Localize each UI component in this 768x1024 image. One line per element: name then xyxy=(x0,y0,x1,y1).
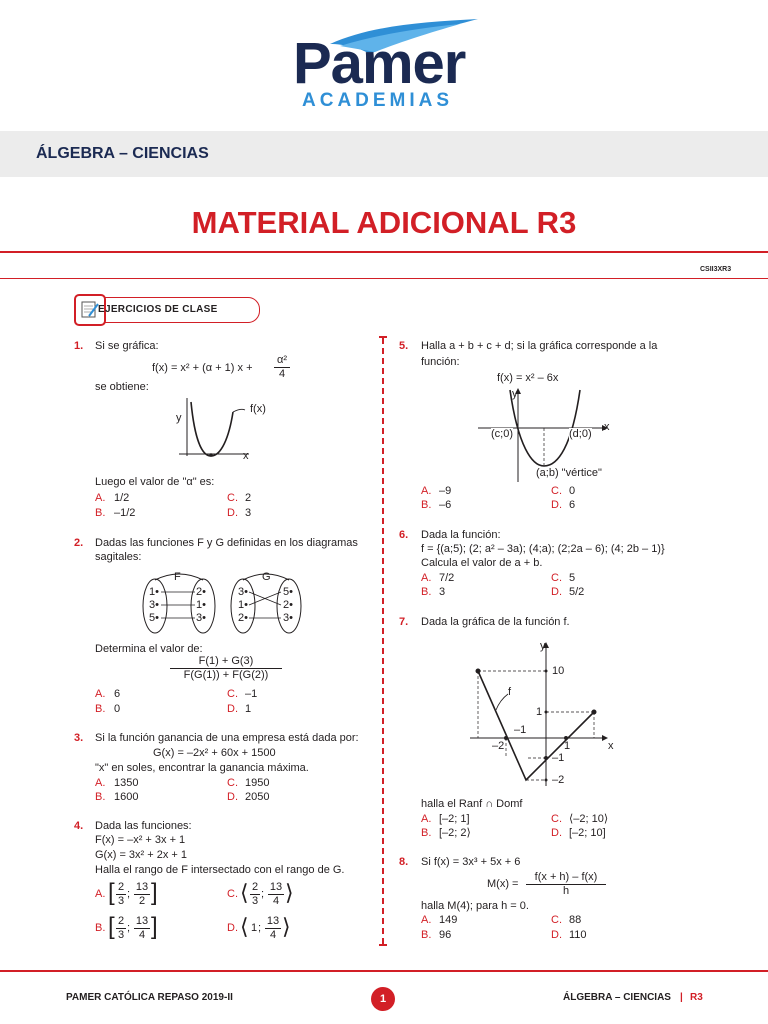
q4-option-b-frac-2: $\frac{13}{4}$ xyxy=(135,915,149,941)
q4-option-b-close: ] xyxy=(151,913,158,940)
q5-formula: f(x) = x² – 6x xyxy=(497,372,559,384)
q2-fraction: $\frac{F(1) + G(3)}{F(G(1)) + F(G(2))}$ xyxy=(170,655,282,682)
q5-fig-vertex: (a;b) "vértice" xyxy=(536,467,602,479)
q2-text-1: Dadas las funciones F y G definidas en los diagramas xyxy=(95,537,358,549)
q5-option-a: –9 xyxy=(439,485,452,497)
q6-option-a-label: A. xyxy=(421,572,432,584)
q2-option-d-label: D. xyxy=(227,703,238,715)
q1-fraction: $\frac{\text{α²}}{4}$ xyxy=(274,354,290,381)
q5-text-1: Halla a + b + c + d; si la gráfica corresponde a la xyxy=(421,340,658,352)
q3-option-c: 1950 xyxy=(245,777,270,789)
q6-option-c: 5 xyxy=(569,572,576,584)
q7-fig-x-1: 1 xyxy=(564,740,571,752)
q8-text-1: Si f(x) = 3x³ + 5x + 6 xyxy=(421,856,521,868)
q7-number: 7. xyxy=(399,616,409,628)
q7-fig-tick-m1: –1 xyxy=(514,724,527,736)
q2-f-right-3: 3• xyxy=(196,612,206,624)
q4-option-a-frac-1: $\frac{2}{3}$ xyxy=(117,881,125,907)
q4-option-d-frac-2: $\frac{13}{4}$ xyxy=(266,915,280,941)
q7-option-a-label: A. xyxy=(421,813,432,825)
q5-option-c: 0 xyxy=(569,485,576,497)
q2-option-b-label: B. xyxy=(95,703,106,715)
q8-option-d-label: D. xyxy=(551,929,562,941)
q2-question: Determina el valor de: xyxy=(95,643,203,655)
q1-option-a: 1/2 xyxy=(114,492,130,504)
q7-option-c-label: C. xyxy=(551,813,562,825)
q4-option-d-label: D. xyxy=(227,922,238,934)
q3-option-b-label: B. xyxy=(95,791,106,803)
q5-fig-d: (d;0) xyxy=(569,428,592,440)
q4-option-c-open: ⟨ xyxy=(240,880,249,905)
q8-option-c: 88 xyxy=(569,914,582,926)
q2-g-label: G xyxy=(262,571,271,583)
q5-text-2: función: xyxy=(421,356,460,368)
column-divider xyxy=(382,338,384,944)
q7-fig-tick-10: 10 xyxy=(552,665,565,677)
q1-option-d: 3 xyxy=(245,507,252,519)
q4-option-c-frac-1: $\frac{2}{3}$ xyxy=(251,881,259,907)
subject-heading: ÁLGEBRA – CIENCIAS xyxy=(36,145,209,162)
q8-option-b: 96 xyxy=(439,929,452,941)
q6-option-b: 3 xyxy=(439,586,446,598)
q1-number: 1. xyxy=(74,340,84,352)
q7-fig-x-m2: –2 xyxy=(492,740,505,752)
q2-number: 2. xyxy=(74,537,84,549)
q4-option-b-open: [ xyxy=(108,913,115,940)
q2-g-right-3: 3• xyxy=(283,612,293,624)
q7-option-c: ⟨–2; 10⟩ xyxy=(569,813,609,825)
q2-f-label: F xyxy=(174,571,181,583)
q1-fig-y: y xyxy=(176,412,182,424)
q8-option-c-label: C. xyxy=(551,914,562,926)
footer-divider xyxy=(0,970,768,972)
q1-formula: f(x) = x² + (α + 1) x + xyxy=(152,362,253,374)
q6-text-3: Calcula el valor de a + b. xyxy=(421,557,543,569)
q1-option-d-label: D. xyxy=(227,507,238,519)
q4-option-a-open: [ xyxy=(108,879,115,906)
q7-option-d-label: D. xyxy=(551,827,562,839)
q4-option-c-sep: ; xyxy=(261,888,265,900)
q5-fig-y: y xyxy=(512,388,518,400)
q6-option-d: 5/2 xyxy=(569,586,585,598)
q1-text: Si se gráfica: xyxy=(95,340,159,352)
section-label: EJERCICIOS DE CLASE xyxy=(98,304,218,315)
q4-option-c-frac-2: $\frac{13}{4}$ xyxy=(269,881,283,907)
q4-option-d-value-1: 1 xyxy=(251,922,258,934)
q2-option-c: –1 xyxy=(245,688,258,700)
q8-fraction: $\frac{f(x + h) - f(x)}{h}$ xyxy=(526,871,606,898)
q2-f-left-1: 1• xyxy=(149,586,159,598)
code-divider xyxy=(0,278,768,279)
q8-option-a: 149 xyxy=(439,914,458,926)
q7-question: halla el Ranf ∩ Domf xyxy=(421,798,523,810)
q1-option-b-label: B. xyxy=(95,507,106,519)
q1-after: se obtiene: xyxy=(95,381,149,393)
q3-option-d-label: D. xyxy=(227,791,238,803)
q4-option-b-sep: ; xyxy=(127,922,131,934)
q4-option-b-frac-1: $\frac{2}{3}$ xyxy=(117,915,125,941)
q5-option-b: –6 xyxy=(439,499,452,511)
q7-fig-tick-m1-b: –1 xyxy=(552,752,565,764)
q3-formula: G(x) = –2x² + 60x + 1500 xyxy=(153,747,276,759)
q8-option-a-label: A. xyxy=(421,914,432,926)
q2-f-left-3: 5• xyxy=(149,612,159,624)
document-code: CSII3XR3 xyxy=(700,266,732,273)
footer-separator: | xyxy=(680,992,683,1003)
footer-left: PAMER CATÓLICA REPASO 2019-II xyxy=(66,992,233,1003)
page-number: 1 xyxy=(371,987,395,1011)
q4-option-a-sep: ; xyxy=(127,888,131,900)
q7-option-b: [–2; 2⟩ xyxy=(439,827,471,839)
q6-option-a: 7/2 xyxy=(439,572,455,584)
q4-option-a-close: ] xyxy=(151,879,158,906)
q3-option-a: 1350 xyxy=(114,777,139,789)
q5-fig-c: (c;0) xyxy=(491,428,513,440)
q4-option-b-label: B. xyxy=(95,922,106,934)
q6-text-2: f = {(a;5); (2; a² – 3a); (4;a); (2;2a – 6); (4; 2b – 1)} xyxy=(421,543,665,555)
q2-g-left-1: 3• xyxy=(238,586,248,598)
q4-number: 4. xyxy=(74,820,84,832)
q8-number: 8. xyxy=(399,856,409,868)
q8-option-b-label: B. xyxy=(421,929,432,941)
column-divider-bottom xyxy=(379,944,387,946)
q3-number: 3. xyxy=(74,732,84,744)
q7-fig-f: f xyxy=(508,686,512,698)
q3-option-a-label: A. xyxy=(95,777,106,789)
q4-option-d-open: ⟨ xyxy=(240,914,249,939)
q1-fig-fx: f(x) xyxy=(250,403,266,415)
q5-fig-x: x xyxy=(604,421,610,433)
q1-option-c-label: C. xyxy=(227,492,238,504)
q1-option-a-label: A. xyxy=(95,492,106,504)
q6-option-d-label: D. xyxy=(551,586,562,598)
q2-text-2: sagitales: xyxy=(95,551,142,563)
q4-option-d-close: ⟩ xyxy=(282,914,291,939)
q7-text: Dada la gráfica de la función f. xyxy=(421,616,570,628)
q6-option-c-label: C. xyxy=(551,572,562,584)
q7-option-d: [–2; 10] xyxy=(569,827,606,839)
footer-code: R3 xyxy=(690,992,703,1003)
q2-g-right-2: 2• xyxy=(283,599,293,611)
q4-text-2: Halla el rango de F intersectado con el rango de G. xyxy=(95,864,345,876)
q1-option-c: 2 xyxy=(245,492,252,504)
q5-option-d: 6 xyxy=(569,499,576,511)
q5-option-b-label: B. xyxy=(421,499,432,511)
q7-fig-y: y xyxy=(540,640,546,652)
q6-option-b-label: B. xyxy=(421,586,432,598)
q3-text-1: Si la función ganancia de una empresa está dada por: xyxy=(95,732,359,744)
q6-text-1: Dada la función: xyxy=(421,529,501,541)
q1-question: Luego el valor de "α" es: xyxy=(95,476,215,488)
q2-option-b: 0 xyxy=(114,703,121,715)
q1-fig-x: x xyxy=(243,450,249,462)
q8-text-2: halla M(4); para h = 0. xyxy=(421,900,529,912)
q4-f1: F(x) = –x² + 3x + 1 xyxy=(95,834,186,846)
q4-f2: G(x) = 3x² + 2x + 1 xyxy=(95,849,188,861)
q4-option-c-label: C. xyxy=(227,888,238,900)
q4-text-1: Dada las funciones: xyxy=(95,820,192,832)
page-title: MATERIAL ADICIONAL R3 xyxy=(191,205,577,240)
q2-f-right-1: 2• xyxy=(196,586,206,598)
q5-option-a-label: A. xyxy=(421,485,432,497)
q4-option-a-label: A. xyxy=(95,888,106,900)
q3-option-c-label: C. xyxy=(227,777,238,789)
q8-m-label: M(x) = xyxy=(487,878,519,890)
q5-option-c-label: C. xyxy=(551,485,562,497)
q4-option-d-sep: ; xyxy=(258,922,262,934)
q3-option-d: 2050 xyxy=(245,791,270,803)
q2-option-a-label: A. xyxy=(95,688,106,700)
logo-subtitle: ACADEMIAS xyxy=(302,90,454,111)
q3-text-2: "x" en soles, encontrar la ganancia máxima. xyxy=(95,762,309,774)
q1-option-b: –1/2 xyxy=(114,507,136,519)
q2-f-left-2: 3• xyxy=(149,599,159,611)
title-divider xyxy=(0,251,768,253)
q2-option-d: 1 xyxy=(245,703,252,715)
q2-option-c-label: C. xyxy=(227,688,238,700)
q2-g-right-1: 5• xyxy=(283,586,293,598)
q7-option-b-label: B. xyxy=(421,827,432,839)
q7-fig-x: x xyxy=(608,740,614,752)
column-divider-top xyxy=(379,336,387,338)
logo-wordmark: Pamer xyxy=(293,31,466,96)
q2-g-left-2: 1• xyxy=(238,599,248,611)
q2-option-a: 6 xyxy=(114,688,121,700)
q2-sagittal-diagrams xyxy=(135,568,325,638)
q4-option-c-close: ⟩ xyxy=(285,880,294,905)
q8-option-d: 110 xyxy=(569,929,587,941)
footer-right: ÁLGEBRA – CIENCIAS xyxy=(563,992,671,1003)
q3-option-b: 1600 xyxy=(114,791,139,803)
q6-number: 6. xyxy=(399,529,409,541)
q7-option-a: [–2; 1] xyxy=(439,813,470,825)
q7-fig-tick-1: 1 xyxy=(536,706,543,718)
q4-option-a-frac-2: $\frac{13}{2}$ xyxy=(135,881,149,907)
q2-g-left-3: 2• xyxy=(238,612,248,624)
q5-number: 5. xyxy=(399,340,409,352)
q2-f-right-2: 1• xyxy=(196,599,206,611)
q5-option-d-label: D. xyxy=(551,499,562,511)
q7-fig-tick-m2: –2 xyxy=(552,774,565,786)
